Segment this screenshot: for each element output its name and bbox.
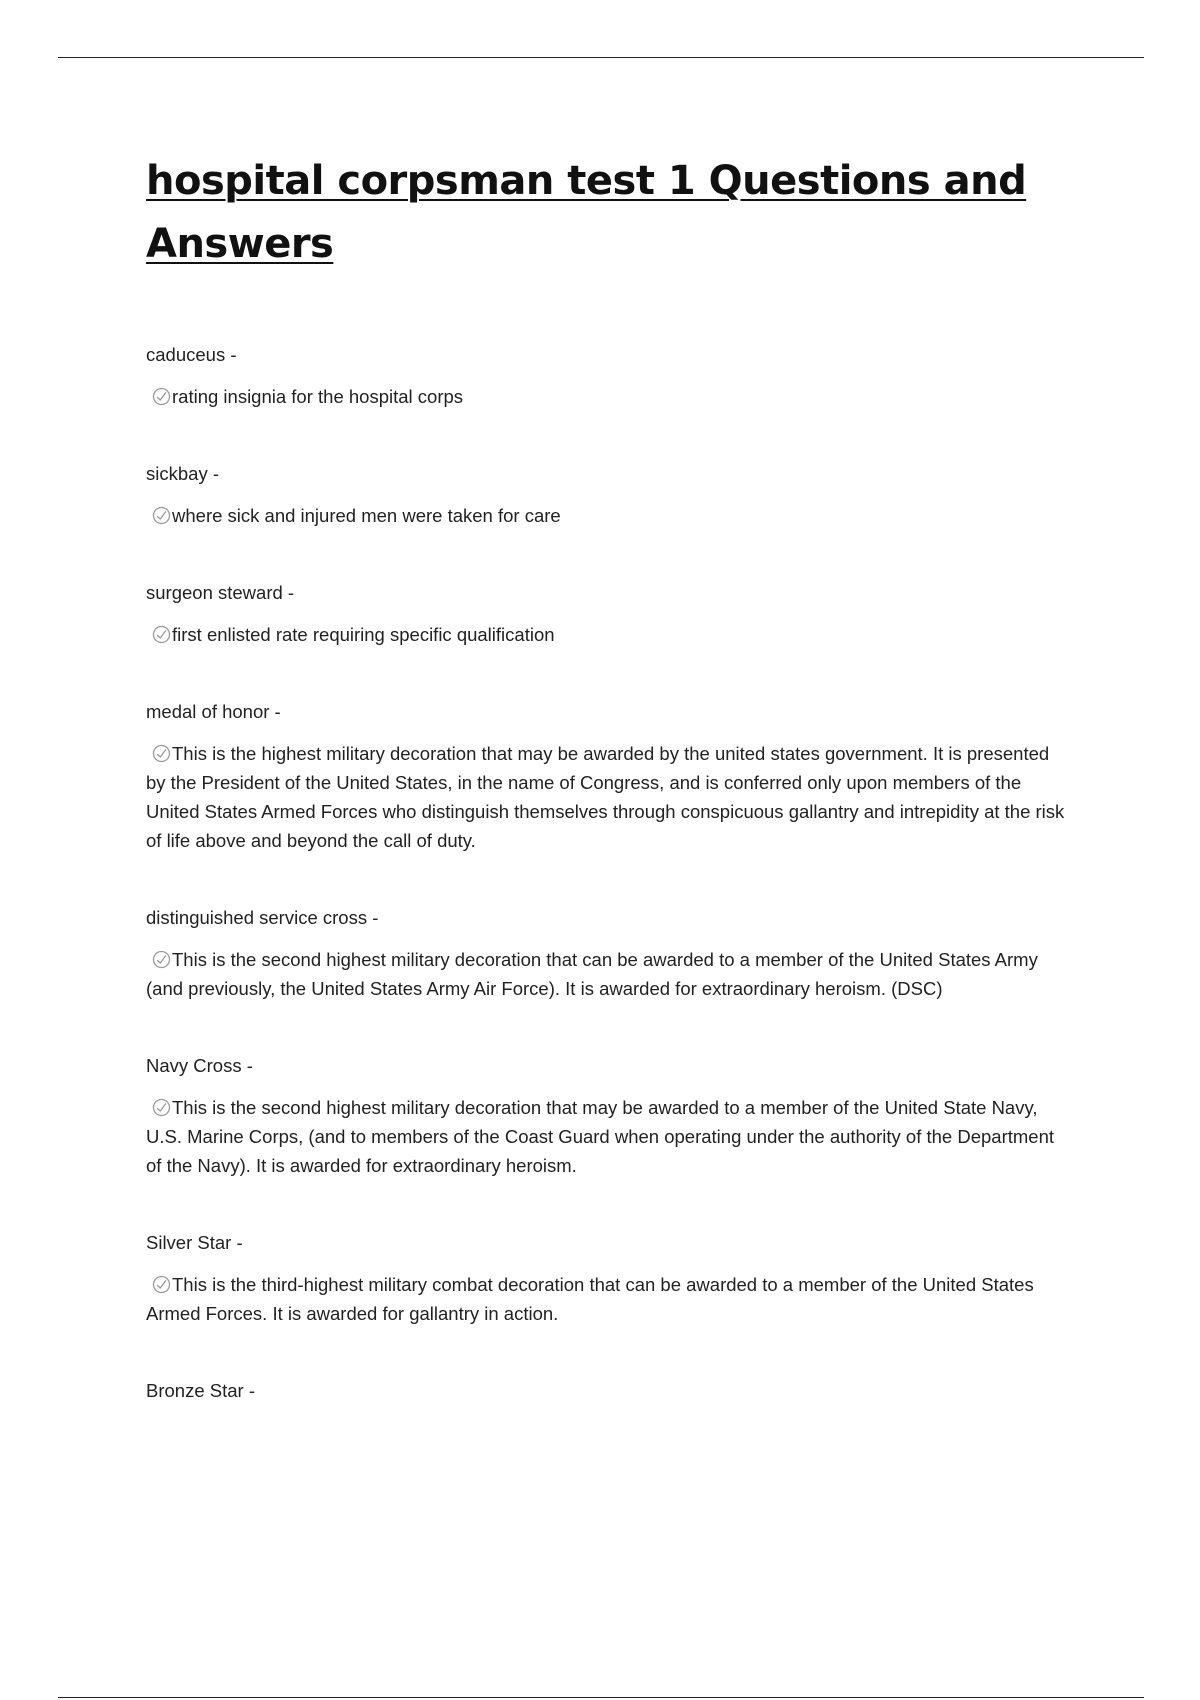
- question-term: surgeon steward -: [146, 582, 295, 603]
- question-term: distinguished service cross -: [146, 907, 379, 928]
- question-term: Bronze Star -: [146, 1380, 255, 1401]
- check-circle-icon: [152, 625, 171, 644]
- document-title: hospital corpsman test 1 Questions and Answers: [146, 158, 1027, 267]
- qa-item: [146, 1378, 1066, 1404]
- answer-text: [146, 501, 1066, 530]
- check-circle-icon: [152, 1098, 171, 1117]
- qa-item: [146, 461, 1066, 530]
- qa-item: [146, 1230, 1066, 1328]
- qa-item: [146, 1053, 1066, 1180]
- question-term: sickbay -: [146, 463, 219, 484]
- qa-item: [146, 342, 1066, 411]
- top-rule: [58, 57, 1144, 58]
- qa-item: [146, 580, 1066, 649]
- answer-body: first enlisted rate requiring specific qualification: [172, 624, 555, 645]
- answer-text: [146, 945, 1066, 1003]
- question-term: medal of honor -: [146, 701, 281, 722]
- check-circle-icon: [152, 950, 171, 969]
- answer-body: This is the second highest military decoration that may be awarded to a member of the United State Navy, U.S. Marine Corps, (and to members of the Coast Guard when operating under the authority of the Department of the Navy). It is awarded for extraordinary heroism.: [146, 1097, 1054, 1176]
- check-circle-icon: [152, 744, 171, 763]
- answer-text: [146, 382, 1066, 411]
- document-body: [146, 150, 1066, 1454]
- bottom-rule: [58, 1697, 1144, 1698]
- answer-text: [146, 739, 1066, 855]
- answer-body: This is the highest military decoration that may be awarded by the united states government. It is presented by the President of the United States, in the name of Congress, and is conferred only upon members of the United States Armed Forces who distinguish themselves through conspicuous gallantry and intrepidity at the risk of life above and beyond the call of duty.: [146, 743, 1065, 851]
- answer-text: [146, 1270, 1066, 1328]
- qa-item: [146, 699, 1066, 855]
- check-circle-icon: [152, 387, 171, 406]
- question-term: caduceus -: [146, 344, 237, 365]
- qa-item: [146, 905, 1066, 1003]
- answer-body: where sick and injured men were taken for care: [172, 505, 561, 526]
- answer-body: rating insignia for the hospital corps: [172, 386, 464, 407]
- question-term: Silver Star -: [146, 1232, 243, 1253]
- answer-body: This is the second highest military decoration that can be awarded to a member of the United States Army (and previously, the United States Army Air Force). It is awarded for extraordinary heroism. (DSC): [146, 949, 1038, 999]
- answer-text: [146, 1093, 1066, 1180]
- qa-list: [146, 342, 1066, 1404]
- check-circle-icon: [152, 1275, 171, 1294]
- answer-text: [146, 620, 1066, 649]
- question-term: Navy Cross -: [146, 1055, 253, 1076]
- check-circle-icon: [152, 506, 171, 525]
- answer-body: This is the third-highest military combat decoration that can be awarded to a member of the United States Armed Forces. It is awarded for gallantry in action.: [146, 1274, 1034, 1324]
